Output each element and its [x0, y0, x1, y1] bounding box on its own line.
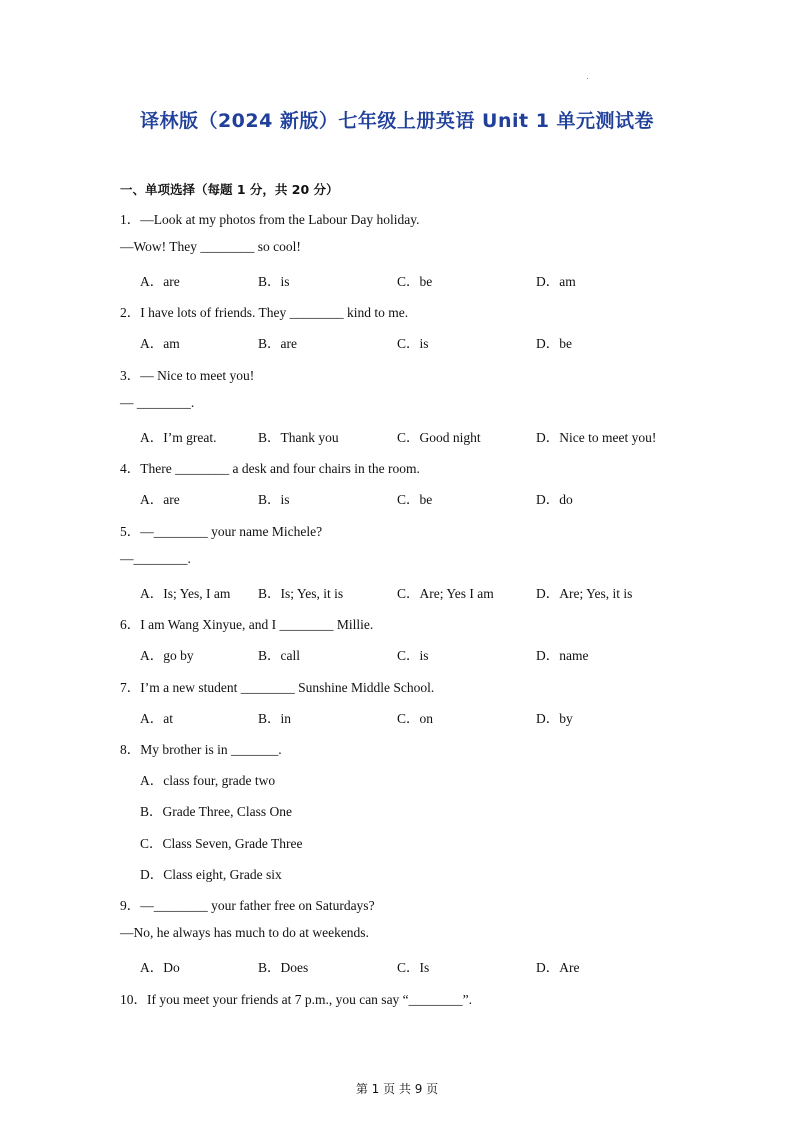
scan-speck — [587, 78, 588, 79]
question-2-stem: 2．I have lots of friends. They ________ kind to me. — [120, 305, 409, 320]
option-a[interactable]: A．are — [140, 492, 180, 507]
question-9-stem: 9．—________ your father free on Saturdays? — [120, 898, 375, 913]
option-c[interactable]: C．be — [397, 274, 433, 289]
option-a[interactable]: A．class four, grade two — [140, 773, 276, 788]
question-10-stem: 10．If you meet your friends at 7 p.m., you can say “________”. — [120, 992, 473, 1007]
option-a[interactable]: A．Do — [140, 960, 180, 975]
option-d[interactable]: D．am — [536, 274, 576, 289]
option-b[interactable]: B．Thank you — [258, 430, 339, 445]
section-heading: 一、单项选择（每题 1 分，共 20 分） — [120, 182, 339, 197]
option-b[interactable]: B．call — [258, 648, 300, 663]
option-b[interactable]: B．are — [258, 336, 297, 351]
question-7-stem: 7．I’m a new student ________ Sunshine Middle School. — [120, 680, 435, 695]
question-5-stem: 5．—________ your name Michele? — [120, 524, 323, 539]
option-b[interactable]: B．Does — [258, 960, 309, 975]
question-4-stem: 4．There ________ a desk and four chairs in the room. — [120, 461, 420, 476]
option-c[interactable]: C．Are; Yes I am — [397, 586, 494, 601]
option-c[interactable]: C．Is — [397, 960, 430, 975]
option-d[interactable]: D．Are — [536, 960, 580, 975]
option-b[interactable]: B．Is; Yes, it is — [258, 586, 344, 601]
question-3-stem-2: — ________. — [120, 395, 195, 410]
option-b[interactable]: B．in — [258, 711, 292, 726]
option-a[interactable]: A．Is; Yes, I am — [140, 586, 231, 601]
question-1-stem: 1．—Look at my photos from the Labour Day holiday. — [120, 212, 420, 227]
option-a[interactable]: A．I’m great. — [140, 430, 217, 445]
question-9-stem-2: —No, he always has much to do at weekends. — [120, 925, 369, 940]
option-c[interactable]: C．on — [397, 711, 434, 726]
page-footer: 第 1 页 共 9 页 — [355, 1082, 439, 1096]
option-c[interactable]: C．be — [397, 492, 433, 507]
question-5-stem-2: —________. — [120, 551, 191, 566]
option-c[interactable]: C．Good night — [397, 430, 481, 445]
option-a[interactable]: A．at — [140, 711, 173, 726]
option-c[interactable]: C．is — [397, 648, 429, 663]
option-a[interactable]: A．go by — [140, 648, 194, 663]
option-d[interactable]: D．by — [536, 711, 573, 726]
page-title: 译林版（2024 新版）七年级上册英语 Unit 1 单元测试卷 — [139, 110, 655, 132]
option-c[interactable]: C．Class Seven, Grade Three — [140, 836, 303, 851]
option-a[interactable]: A．am — [140, 336, 180, 351]
question-8-stem: 8．My brother is in _______. — [120, 742, 282, 757]
option-d[interactable]: D．do — [536, 492, 573, 507]
option-d[interactable]: D．Are; Yes, it is — [536, 586, 633, 601]
option-d[interactable]: D．be — [536, 336, 572, 351]
question-1-stem-2: —Wow! They ________ so cool! — [120, 239, 301, 254]
option-d[interactable]: D．name — [536, 648, 589, 663]
question-3-stem: 3．— Nice to meet you! — [120, 368, 255, 383]
option-b[interactable]: B．Grade Three, Class One — [140, 804, 292, 819]
option-d[interactable]: D．Nice to meet you! — [536, 430, 657, 445]
option-c[interactable]: C．is — [397, 336, 429, 351]
option-a[interactable]: A．are — [140, 274, 180, 289]
option-b[interactable]: B．is — [258, 492, 290, 507]
question-6-stem: 6．I am Wang Xinyue, and I ________ Millie. — [120, 617, 374, 632]
option-b[interactable]: B．is — [258, 274, 290, 289]
option-d[interactable]: D．Class eight, Grade six — [140, 867, 282, 882]
